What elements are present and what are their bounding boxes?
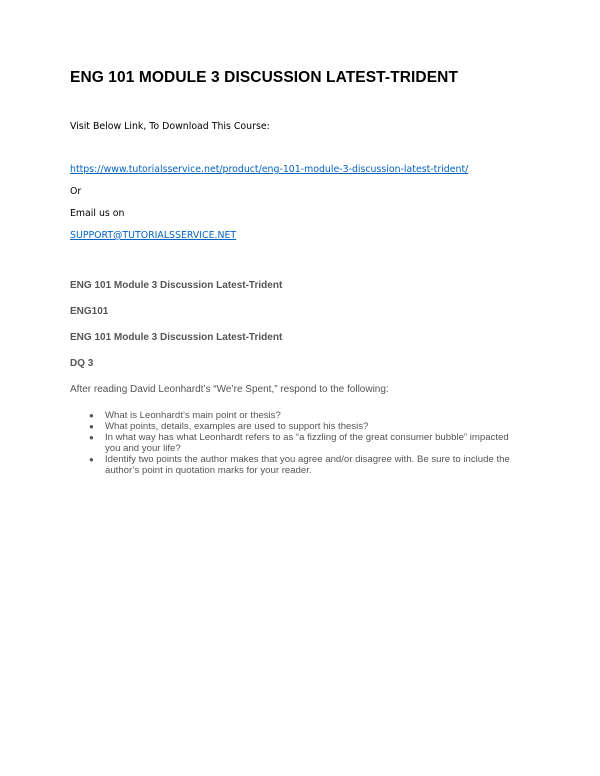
email-link[interactable]: SUPPORT@TUTORIALSSERVICE.NET xyxy=(70,230,237,241)
course-link[interactable]: https://www.tutorialsservice.net/product/eng-101-module-3-discussion-latest-trident/ xyxy=(70,164,469,175)
bullet-icon: ● xyxy=(89,433,94,442)
list-item xyxy=(88,432,528,454)
question-list xyxy=(88,410,528,476)
prompt-text: After reading David Leonhardt’s “We’re Spent,” respond to the following: xyxy=(70,384,389,395)
section-heading-3: ENG 101 Module 3 Discussion Latest-Trident xyxy=(70,332,283,343)
list-item xyxy=(88,421,528,432)
email-label: Email us on xyxy=(70,208,125,219)
list-item-text: Identify two points the author makes that you agree and/or disagree with. Be sure to include the xyxy=(105,454,510,465)
section-heading-4: DQ 3 xyxy=(70,358,94,369)
section-heading-1: ENG 101 Module 3 Discussion Latest-Trident xyxy=(70,280,283,291)
list-item xyxy=(88,454,528,476)
bullet-icon: ● xyxy=(89,422,94,431)
list-item-text: In what way has what Leonhardt refers to as “a fizzling of the great consumer bubble” impacted xyxy=(105,432,509,443)
section-heading-2: ENG101 xyxy=(70,306,109,317)
intro-text: Visit Below Link, To Download This Course: xyxy=(70,121,270,132)
list-item-text-continued: you and your life? xyxy=(105,443,181,454)
page-title: ENG 101 MODULE 3 DISCUSSION LATEST-TRIDENT xyxy=(70,69,459,86)
list-item-text: What points, details, examples are used to support his thesis? xyxy=(105,421,369,432)
bullet-icon: ● xyxy=(89,411,94,420)
list-item-text-continued: author’s point in quotation marks for your reader. xyxy=(105,465,312,476)
or-text: Or xyxy=(70,186,82,197)
bullet-icon: ● xyxy=(89,455,94,464)
list-item xyxy=(88,410,528,421)
list-item-text: What is Leonhardt’s main point or thesis? xyxy=(105,410,281,421)
